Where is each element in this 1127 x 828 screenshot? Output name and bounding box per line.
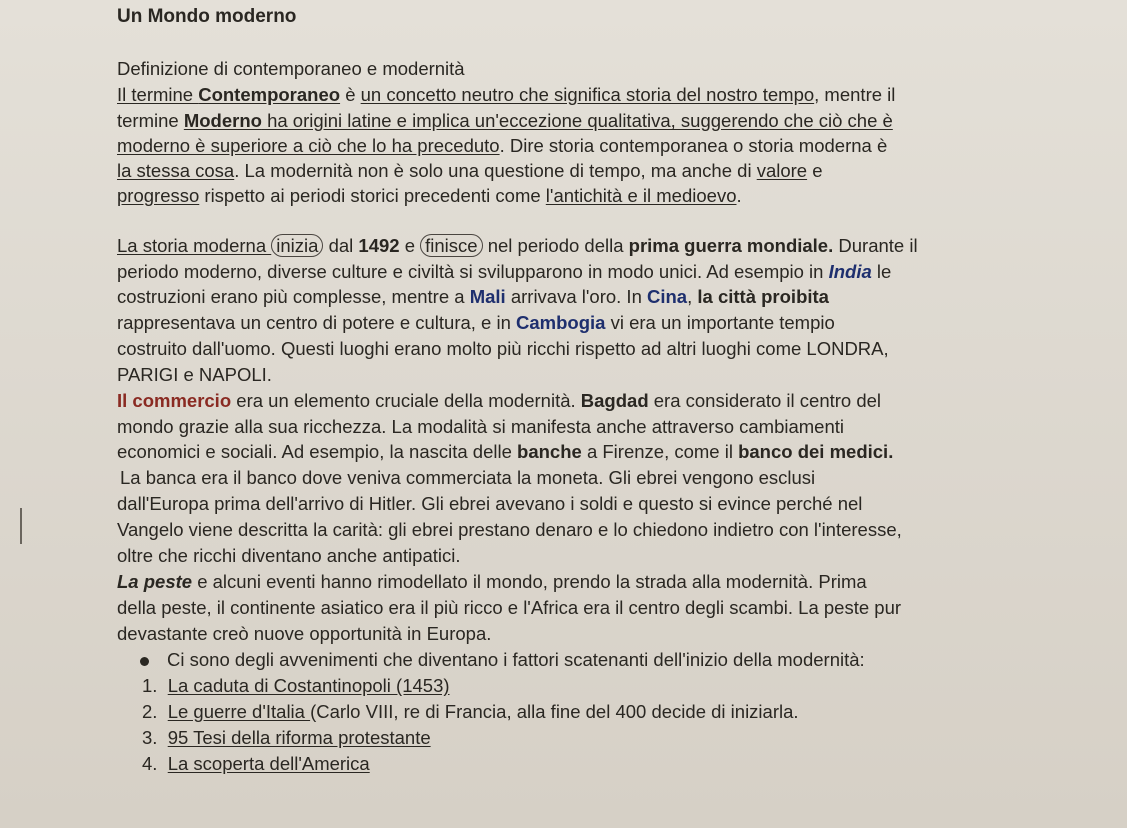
margin-mark xyxy=(20,508,22,544)
p2-line-3: costruzioni erano più complesse, mentre a Mali arrivava l'oro. In Cina, la città proibita xyxy=(117,286,829,307)
p1-line-5: progresso rispetto ai periodi storici precedenti come l'antichità e il medioevo. xyxy=(117,185,742,206)
p1-line-4: la stessa cosa. La modernità non è solo una questione di tempo, ma anche di valore e xyxy=(117,160,823,181)
p4-line-2: della peste, il continente asiatico era il più ricco e l'Africa era il centro degli scambi. La peste pur xyxy=(117,597,902,618)
p3-line-1: Il commercio era un elemento cruciale della modernità. Bagdad era considerato il centro del xyxy=(117,390,882,411)
p3-line-4: La banca era il banco dove veniva commerciata la moneta. Gli ebrei vengono esclusi xyxy=(120,467,816,488)
p4-line-1: La peste e alcuni eventi hanno rimodellato il mondo, prendo la strada alla modernità. Prima xyxy=(117,571,867,592)
list-item: 2. Le guerre d'Italia (Carlo VIII, re di Francia, alla fine del 400 decide di iniziarla. xyxy=(142,701,799,722)
p4-line-3: devastante creò nuove opportunità in Europa. xyxy=(117,623,492,644)
page-title: Un Mondo moderno xyxy=(117,6,297,27)
p1-line-2: termine Moderno ha origini latine e implica un'eccezione qualitativa, suggerendo che ciò che è xyxy=(117,110,893,131)
p3-line-2: mondo grazie alla sua ricchezza. La modalità si manifesta anche attraverso cambiamenti xyxy=(117,416,845,437)
bullet-item: Ci sono degli avvenimenti che diventano i fattori scatenanti dell'inizio della modernità: xyxy=(140,649,865,671)
list-item: 4. La scoperta dell'America xyxy=(142,753,370,774)
p2-line-5: costruito dall'uomo. Questi luoghi erano molto più ricchi rispetto ad altri luoghi come LONDRA, xyxy=(117,338,889,359)
list-item: 1. La caduta di Costantinopoli (1453) xyxy=(142,675,450,696)
p2-line-4: rappresentava un centro di potere e cultura, e in Cambogia vi era un importante tempio xyxy=(117,312,835,333)
list-item: 3. 95 Tesi della riforma protestante xyxy=(142,727,431,748)
bullet-dot-icon xyxy=(140,657,149,666)
p2-line-1: La storia moderna inizia dal 1492 e finisce nel periodo della prima guerra mondiale. Durante il xyxy=(117,235,918,256)
p3-line-7: oltre che ricchi diventano anche antipatici. xyxy=(117,545,461,566)
p2-line-6: PARIGI e NAPOLI. xyxy=(117,364,272,385)
p2-line-2: periodo moderno, diverse culture e civiltà si svilupparono in modo unici. Ad esempio in India le xyxy=(117,261,892,282)
p1-line-1: Il termine Contemporaneo è un concetto neutro che significa storia del nostro tempo, mentre il xyxy=(117,84,896,105)
section-heading: Definizione di contemporaneo e modernità xyxy=(117,58,465,79)
p3-line-3: economici e sociali. Ad esempio, la nascita delle banche a Firenze, come il banco dei medici. xyxy=(117,441,894,462)
p3-line-6: Vangelo viene descritta la carità: gli ebrei prestano denaro e lo chiedono indietro con l'interesse, xyxy=(117,519,902,540)
p3-line-5: dall'Europa prima dell'arrivo di Hitler. Gli ebrei avevano i soldi e questo si evince perché nel xyxy=(117,493,863,514)
p1-line-3: moderno è superiore a ciò che lo ha preceduto. Dire storia contemporanea o storia moderna è xyxy=(117,135,888,156)
